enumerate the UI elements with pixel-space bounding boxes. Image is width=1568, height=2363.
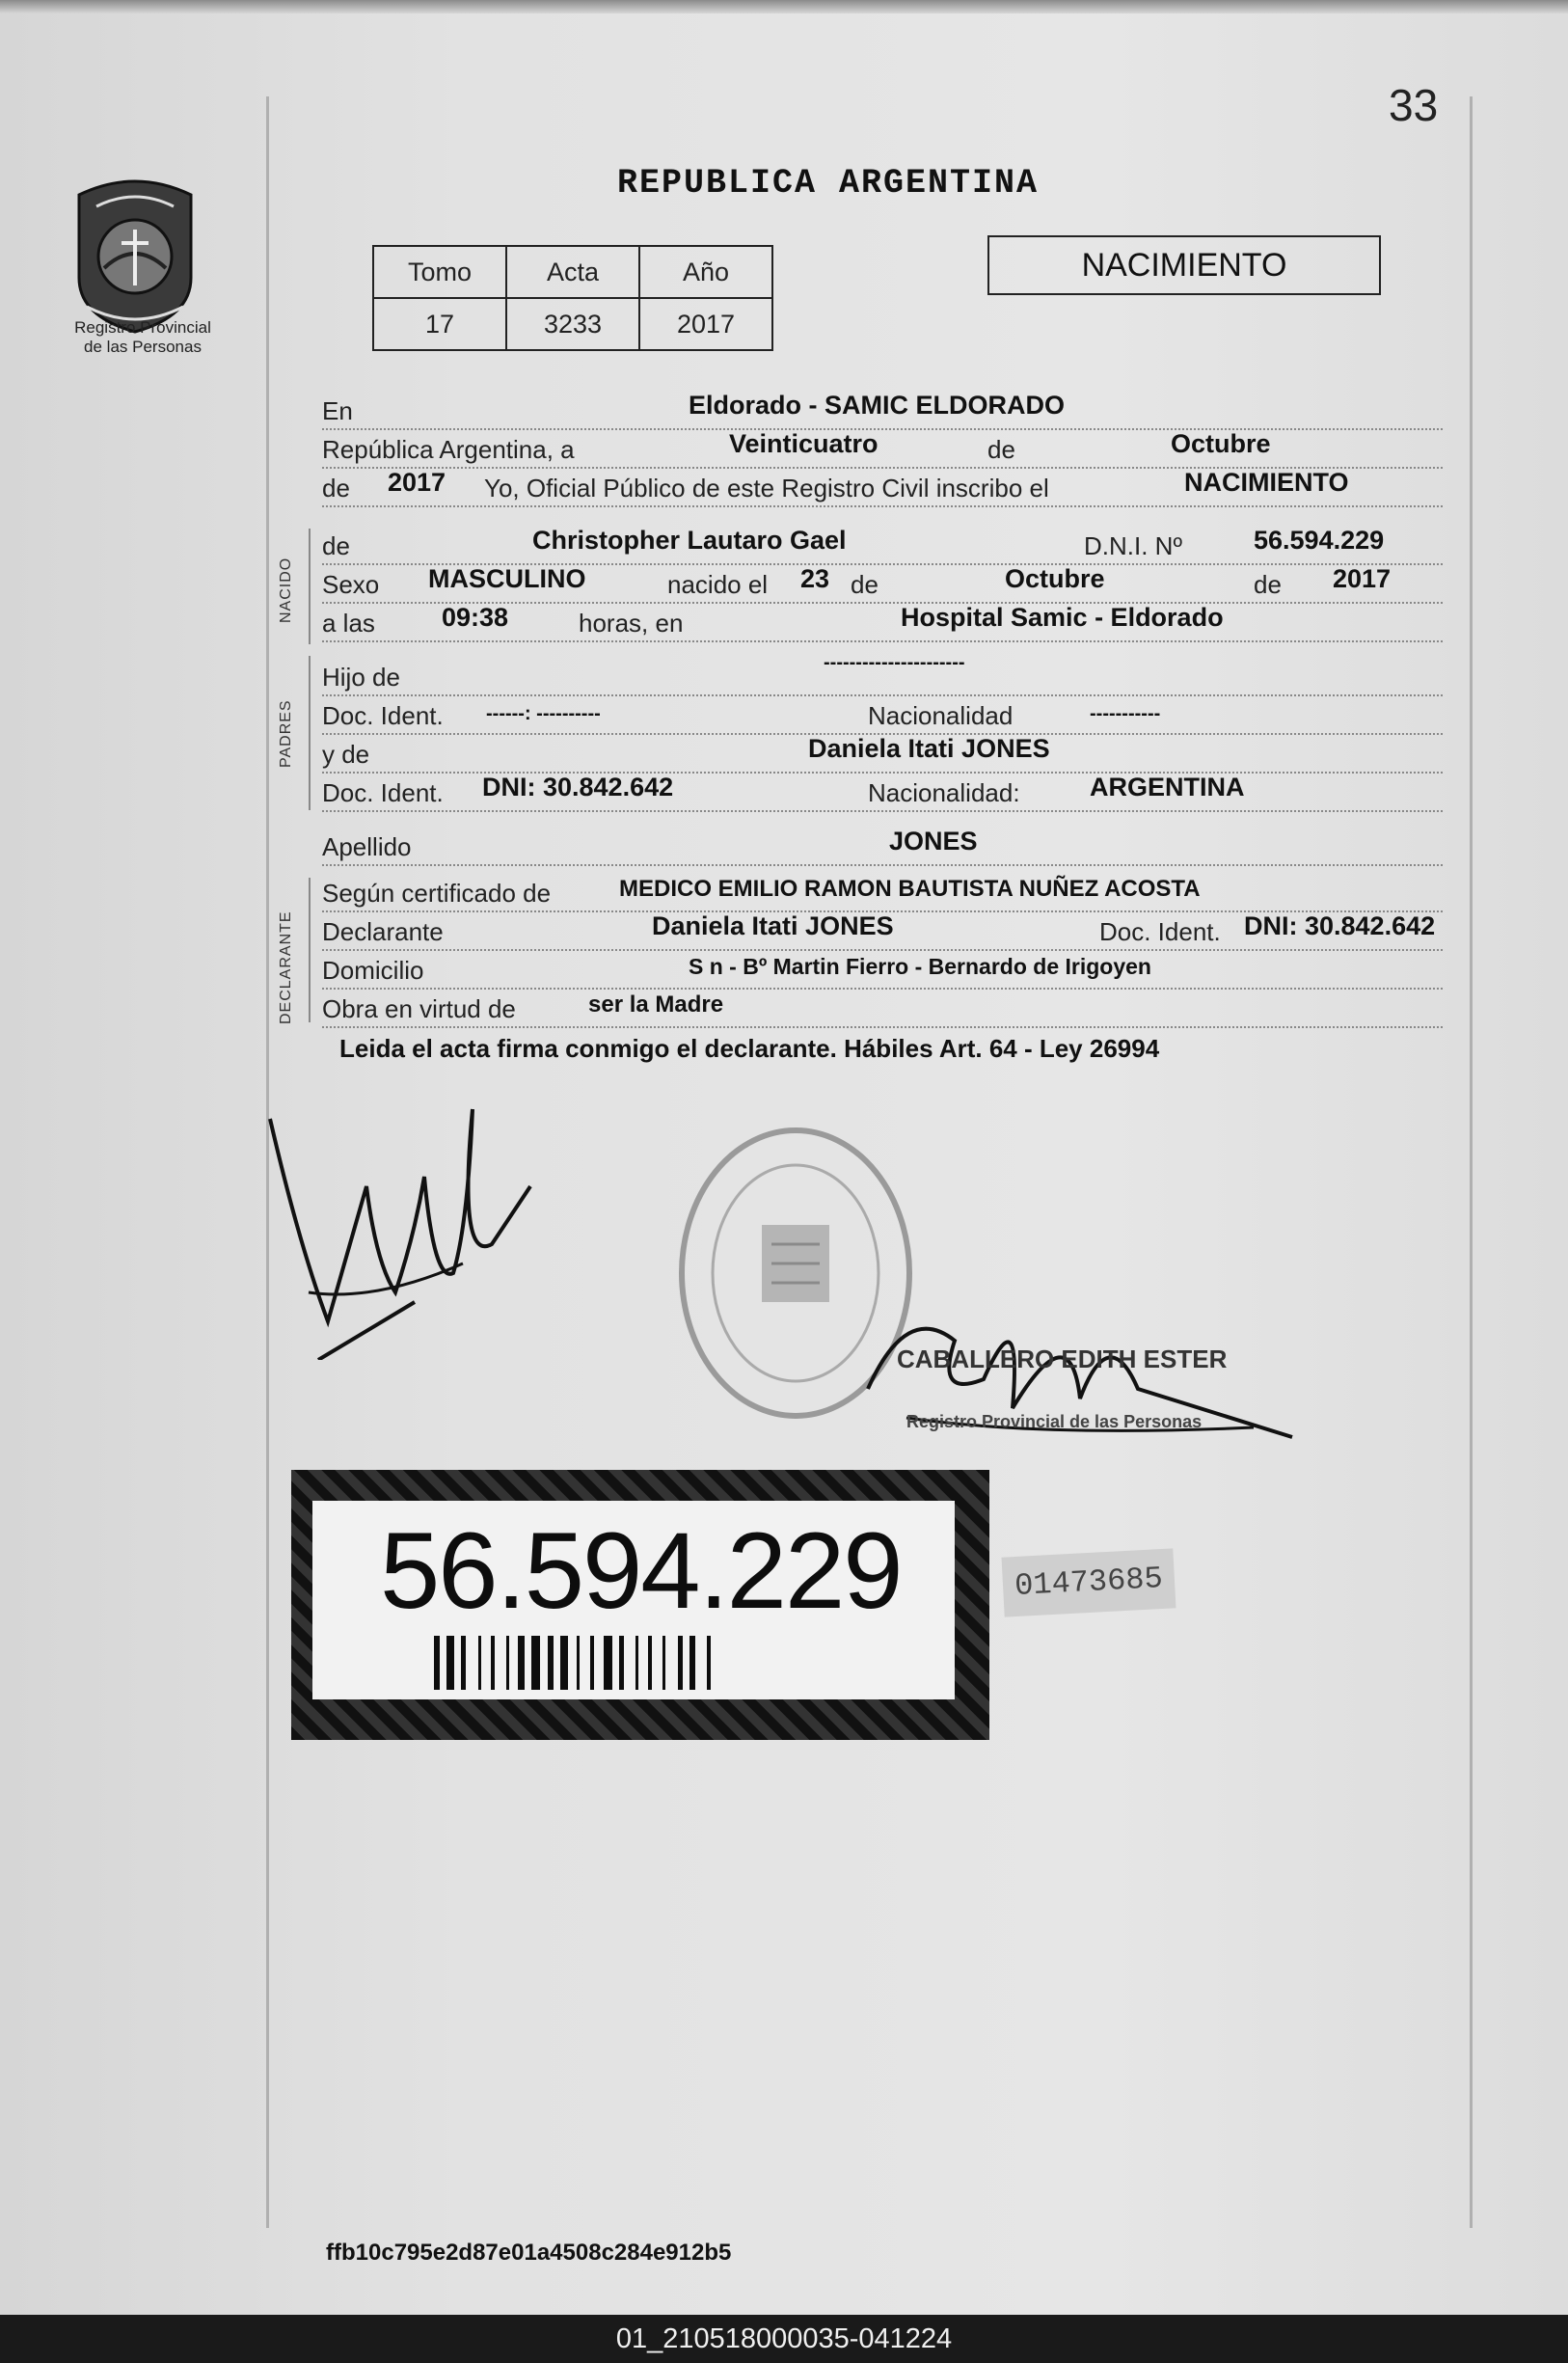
barcode-inner	[312, 1501, 955, 1699]
barcode-bar	[434, 1636, 440, 1690]
padres-section-label: PADRES	[278, 699, 294, 768]
en-label: En	[322, 396, 353, 425]
barcode-bar	[604, 1636, 612, 1690]
officer-name-text: CABALLERO EDITH ESTER	[897, 1344, 1228, 1373]
docident2-label: Doc. Ident.	[322, 778, 444, 807]
row-time	[322, 602, 1443, 642]
domicilio-label: Domicilio	[322, 956, 424, 985]
barcode-bar	[518, 1636, 525, 1690]
sexo-label: Sexo	[322, 570, 380, 599]
barcode-bar	[662, 1636, 665, 1690]
obra-value: ser la Madre	[588, 991, 724, 1018]
rep-day-value: Veinticuatro	[729, 429, 879, 458]
father-value: ----------------------	[824, 652, 965, 673]
acta-header: Acta	[506, 246, 639, 298]
registry-caption-line-1: Registro Provincial	[74, 318, 211, 337]
time-value: 09:38	[442, 603, 509, 632]
header-title: REPUBLICA ARGENTINA	[617, 164, 1040, 203]
yde-label: y de	[322, 740, 370, 769]
de4-label: de	[1254, 570, 1282, 599]
registry-caption-line-2: de las Personas	[84, 338, 202, 356]
apellido-label: Apellido	[322, 832, 412, 861]
barcode-bars	[434, 1636, 858, 1690]
en-value: Eldorado - SAMIC ELDORADO	[689, 391, 1065, 420]
segun-value: MEDICO EMILIO RAMON BAUTISTA NUÑEZ ACOSTA	[619, 876, 1201, 902]
row-date	[322, 428, 1443, 469]
place-value: Hospital Samic - Eldorado	[901, 603, 1224, 632]
row-mother-doc	[322, 772, 1443, 812]
nac1-value: -----------	[1090, 703, 1161, 724]
padres-bracket	[309, 656, 311, 810]
domicilio-value: S n - Bº Martin Fierro - Bernardo de Irigoyen	[689, 954, 1151, 979]
barcode-bar	[548, 1636, 554, 1690]
tomo-value: 17	[373, 298, 506, 350]
registry-header-row	[373, 246, 772, 298]
barcode-bar	[491, 1636, 495, 1690]
declarante-bracket	[309, 878, 311, 1022]
docident1-label: Doc. Ident.	[322, 701, 444, 730]
declarante-label: Declarante	[322, 917, 444, 946]
tomo-header: Tomo	[373, 246, 506, 298]
document-hash: ffb10c795e2d87e01a4508c284e912b5	[326, 2240, 732, 2266]
row-father-doc	[322, 694, 1443, 735]
de-label: de	[987, 435, 1015, 464]
serial-number: 01473685	[1001, 1548, 1176, 1616]
year-label: de	[322, 474, 350, 502]
barcode-bar	[590, 1636, 594, 1690]
year-value: 2017	[388, 468, 446, 497]
day-value: 23	[800, 564, 830, 593]
row-domicilio	[322, 949, 1443, 990]
dni-value: 56.594.229	[1254, 526, 1385, 555]
segun-label: Según certificado de	[322, 879, 552, 908]
barcode-bar	[689, 1636, 695, 1690]
anio-header: Año	[639, 246, 772, 298]
officer-registry-text: Registro Provincial de las Personas	[906, 1412, 1203, 1431]
month-value: Octubre	[1005, 564, 1105, 593]
obra-label: Obra en virtud de	[322, 994, 516, 1023]
nacido-label: nacido el	[667, 570, 769, 599]
officer-signature	[849, 1283, 1302, 1456]
apellido-value: JONES	[889, 827, 978, 856]
docident3-label: Doc. Ident.	[1099, 917, 1221, 946]
footer-filename: 01_210518000035-041224	[0, 2315, 1568, 2363]
row-mother	[322, 733, 1443, 774]
nac1-label: Nacionalidad	[868, 701, 1014, 730]
barcode-bar	[446, 1636, 454, 1690]
row-declarante	[322, 910, 1443, 951]
registry-value-row	[373, 298, 772, 350]
nac2-value: ARGENTINA	[1090, 773, 1245, 801]
nacido-section-label: NACIDO	[278, 557, 294, 623]
nacido-bracket	[309, 529, 311, 644]
closing-text: Leida el acta firma conmigo el declarante. Hábiles Art. 64 - Ley 26994	[339, 1034, 1160, 1063]
row-birth	[322, 563, 1443, 604]
barcode-bar	[635, 1636, 638, 1690]
row-apellido	[322, 826, 1443, 866]
official-text: Yo, Oficial Público de este Registro Civil inscribo el	[484, 474, 1049, 502]
page-number: 33	[1389, 80, 1439, 130]
top-shadow	[0, 0, 1568, 14]
alas-label: a las	[322, 609, 375, 638]
registry-caption	[46, 318, 239, 357]
barcode-number: 56.594.229	[380, 1510, 902, 1631]
docident2-value: DNI: 30.842.642	[482, 773, 674, 801]
declarante-value: Daniela Itati JONES	[652, 911, 894, 940]
hijo-label: Hijo de	[322, 663, 400, 692]
row-father	[322, 652, 1443, 696]
barcode-bar	[531, 1636, 540, 1690]
barcode-bar	[478, 1636, 481, 1690]
barcode-bar	[461, 1636, 466, 1690]
barcode-bar	[678, 1636, 683, 1690]
barcode-bar	[648, 1636, 652, 1690]
mother-value: Daniela Itati JONES	[808, 734, 1050, 763]
declarante-section-label: DECLARANTE	[278, 910, 294, 1024]
birth-year-value: 2017	[1333, 564, 1392, 593]
name-value: Christopher Lautaro Gael	[532, 526, 847, 555]
barcode-label	[291, 1470, 989, 1740]
acta-value: 3233	[506, 298, 639, 350]
sexo-value: MASCULINO	[428, 564, 586, 593]
barcode-bar	[707, 1636, 711, 1690]
de3-label: de	[851, 570, 879, 599]
inscribe-value: NACIMIENTO	[1184, 468, 1349, 497]
barcode-bar	[560, 1636, 568, 1690]
dni-label: D.N.I. Nº	[1084, 531, 1182, 560]
nac2-label: Nacionalidad:	[868, 778, 1020, 807]
de2-label: de	[322, 531, 350, 560]
anio-value: 2017	[639, 298, 772, 350]
right-margin-line	[1470, 96, 1473, 2228]
row-place	[322, 390, 1443, 430]
row-official	[322, 467, 1443, 507]
row-obra	[322, 988, 1443, 1028]
act-type-box: NACIMIENTO	[987, 235, 1381, 295]
row-name	[322, 525, 1443, 565]
horas-label: horas, en	[579, 609, 684, 638]
rep-month-value: Octubre	[1171, 429, 1271, 458]
docident1-value: ------: ----------	[486, 703, 601, 724]
row-certificate	[322, 872, 1443, 912]
docident3-value: DNI: 30.842.642	[1244, 911, 1436, 940]
barcode-bar	[577, 1636, 580, 1690]
rep-label: República Argentina, a	[322, 435, 575, 464]
declarant-signature	[260, 1071, 550, 1360]
barcode-bar	[506, 1636, 509, 1690]
barcode-bar	[619, 1636, 624, 1690]
registry-table	[372, 245, 773, 351]
